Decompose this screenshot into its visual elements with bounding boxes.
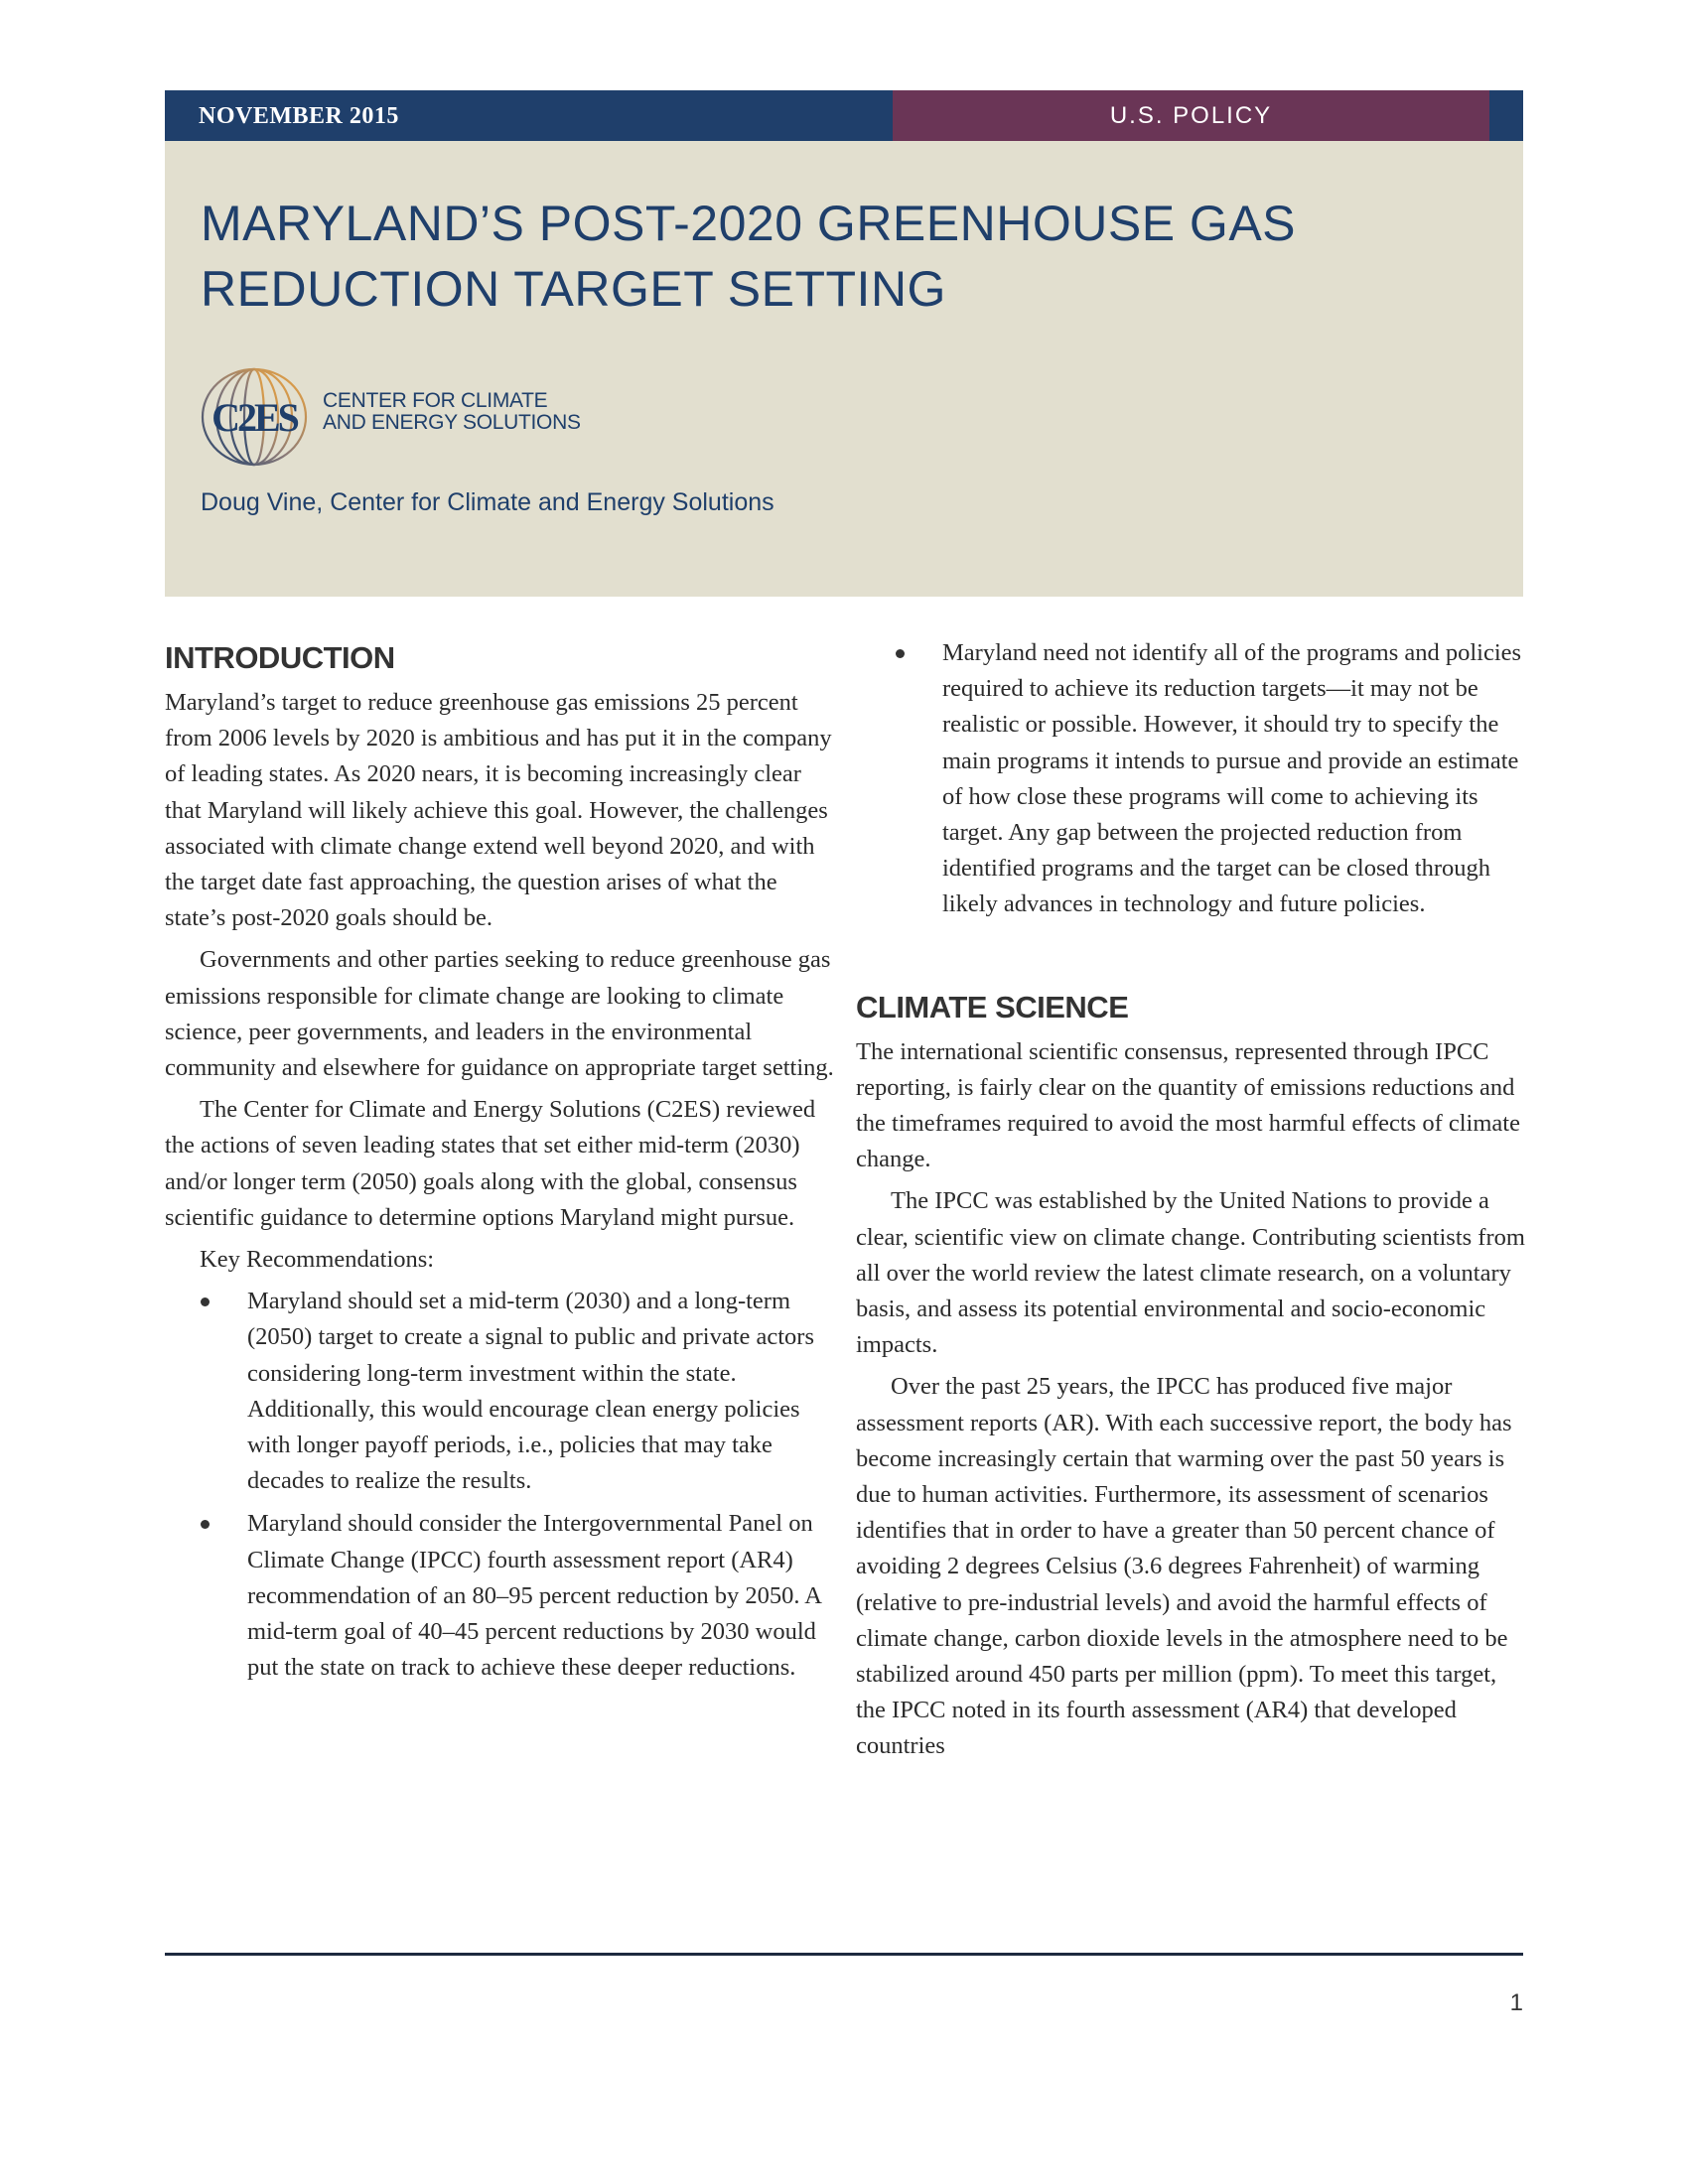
- intro-paragraph-2: Governments and other parties seeking to reduce greenhouse gas emissions responsible for climate change are looking to climate science, peer governments, and leaders in the environmental community and elsewhere for guidance on appropriate target setting.: [165, 946, 834, 1082]
- recommendation-text: Maryland should set a mid-term (2030) and a long-term (2050) target to create a signal to public and private actors considering long-term investment within the state. Additionally, this would encourage clean energy policies with longer payoff periods, i.e., policies that may take decades to realize the results.: [247, 1288, 815, 1495]
- author-line: Doug Vine, Center for Climate and Energy Solutions: [201, 488, 774, 516]
- list-item: [165, 1506, 840, 1686]
- org-name-line-1: CENTER FOR CLIMATE: [323, 389, 548, 412]
- recommendation-text: Maryland should consider the Intergovernmental Panel on Climate Change (IPCC) fourth assessment report (AR4) recommendation of an 80–95 percent reduction by 2050. A mid-term goal of 40–45 percent reductions by 2030 would put the state on track to achieve these deeper reductions.: [247, 1510, 821, 1682]
- bullet-icon: [201, 1297, 210, 1306]
- globe-icon: [199, 365, 310, 469]
- science-paragraph-3: Over the past 25 years, the IPCC has produced five major assessment reports (AR). With each successive report, the body has become increasingly certain that warming over the past 50 years is due to human activities. Furthermore, its assessment of scenarios identifies that in order to have a greater than 50 percent chance of avoiding 2 degrees Celsius (3.6 degrees Fahrenheit) of warming (relative to pre-industrial levels) and avoid the harmful effects of climate change, carbon dioxide levels in the atmosphere need to be stabilized around 450 parts per million (ppm). To meet this target, the IPCC noted in its fourth assessment (AR4) that developed countries: [856, 1373, 1512, 1760]
- logo-monogram: C2ES: [211, 395, 297, 440]
- list-item: [856, 635, 1531, 923]
- page-title: [201, 191, 1491, 322]
- intro-paragraph-1: Maryland’s target to reduce greenhouse gas emissions 25 percent from 2006 levels by 2020 is ambitious and has put it in the company of leading states. As 2020 nears, it is becoming increasingly clear that Maryland will likely achieve this goal. However, the challenges associated with climate change extend well beyond 2020, and with the target date fast approaching, the question arises of what the state’s post-2020 goals should be.: [165, 689, 832, 932]
- page-number: 1: [1509, 1989, 1523, 2016]
- org-name-line-2: AND ENERGY SOLUTIONS: [323, 411, 581, 434]
- footer-rule: [165, 1953, 1523, 1956]
- org-name: [323, 390, 581, 434]
- title-panel: [165, 141, 1523, 597]
- intro-paragraph-3: The Center for Climate and Energy Solutions (C2ES) reviewed the actions of seven leading states that set either mid-term (2030) and/or longer term (2050) goals along with the global, consensus scientific guidance to determine options Maryland might pursue.: [165, 1096, 816, 1231]
- right-column: [856, 635, 1531, 1765]
- category-label: U.S. POLICY: [893, 90, 1489, 141]
- key-recommendations-label: Key Recommendations:: [200, 1246, 435, 1274]
- science-paragraph-2: The IPCC was established by the United Nations to provide a clear, scientific view on climate change. Contributing scientists from all over the world review the latest climate research, on a voluntary basis, and assess its potential environmental and socio-economic impacts.: [856, 1187, 1525, 1359]
- header-bar: [165, 90, 1523, 141]
- list-item: [165, 1284, 840, 1499]
- introduction-heading: INTRODUCTION: [165, 640, 395, 675]
- climate-science-heading: CLIMATE SCIENCE: [856, 989, 1129, 1024]
- left-column: [165, 635, 840, 1693]
- climate-science-section: [856, 985, 1531, 1765]
- recommendations-list: [165, 1284, 840, 1686]
- title-line-1: MARYLAND’S POST-2020 GREENHOUSE GAS: [201, 196, 1297, 251]
- bullet-icon: [201, 1520, 210, 1529]
- c2es-logo: [199, 365, 616, 469]
- title-line-2: REDUCTION TARGET SETTING: [201, 261, 946, 317]
- recommendations-list-continued: [856, 635, 1531, 923]
- publication-date: NOVEMBER 2015: [199, 103, 399, 129]
- bullet-icon: [896, 649, 905, 658]
- science-paragraph-1: The international scientific consensus, represented through IPCC reporting, is fairly clear on the quantity of emissions reductions and the timeframes required to avoid the most harmful effects of climate change.: [856, 1037, 1520, 1173]
- recommendation-text: Maryland need not identify all of the programs and policies required to achieve its reduction targets—it may not be realistic or possible. However, it should try to specify the main programs it intends to pursue and provide an estimate of how close these programs will come to achieving its target. Any gap between the projected reduction from identified programs and the target can be closed through likely advances in technology and future policies.: [942, 639, 1522, 918]
